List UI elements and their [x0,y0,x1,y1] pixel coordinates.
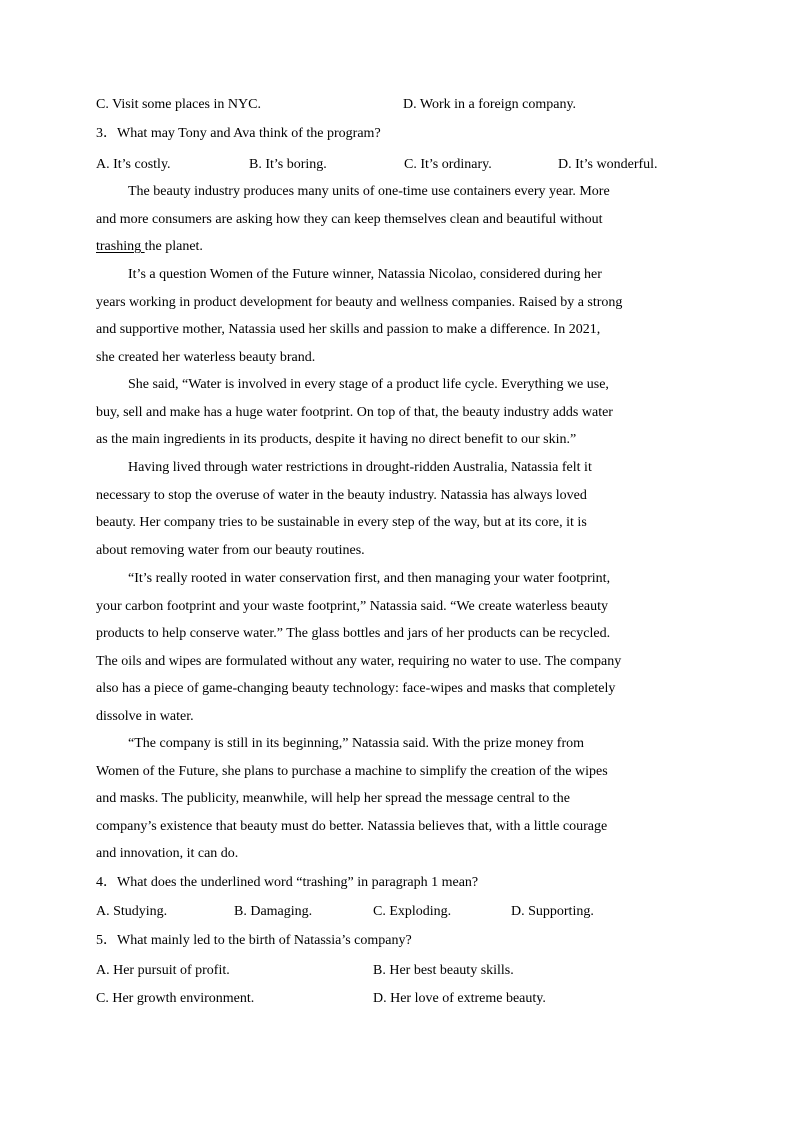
q4-option-d: D. Supporting. [511,904,594,919]
q4-option-b: B. Damaging. [234,904,313,919]
q3-option-d: D. It’s wonderful. [558,157,658,172]
paragraph-line: She said, “Water is involved in every stage of a product life cycle. Everything we use, [128,377,609,392]
paragraph-line: years working in product development for beauty and wellness companies. Raised by a strong [96,294,623,310]
paragraph-line [96,240,696,268]
paragraph-line: also has a piece of game-changing beauty technology: face-wipes and masks that completely [96,681,616,696]
paragraph-line: beauty. Her company tries to be sustainable in every step of the way, but at its core, it is [96,515,587,530]
underlined-word: trashing [96,239,145,254]
q2-option-d: D. Work in a foreign company. [403,97,577,112]
passage-paragraph-3 [96,378,696,461]
q5-option-a: A. Her pursuit of profit. [96,963,230,978]
paragraph-line: dissolve in water. [96,708,194,724]
paragraph-line: Having lived through water restrictions in drought-ridden Australia, Natassia felt it [128,460,592,475]
q5-option-b: B. Her best beauty skills. [373,963,514,978]
paragraph-line: The beauty industry produces many units of one-time use containers every year. More [128,184,610,199]
q5-option-d: D. Her love of extreme beauty. [373,991,546,1006]
q3-stem: 3．What may Tony and Ava think of the program? [96,126,381,141]
paragraph-line: “The company is still in its beginning,” Natassia said. With the prize money from [128,736,585,751]
paragraph-line: as the main ingredients in its products, despite it having no direct benefit to our skin.” [96,432,577,447]
paragraph-line: “It’s really rooted in water conservation first, and then managing your water footprint, [128,571,611,586]
paragraph-line: It’s a question Women of the Future winner, Natassia Nicolao, considered during her [128,267,602,282]
paragraph-line: and innovation, it can do. [96,846,239,861]
passage-paragraph-4 [96,461,696,571]
paragraph-line: company’s existence that beauty must do better. Natassia believes that, with a little courage [96,818,608,834]
q3-option-b: B. It’s boring. [249,157,327,172]
paragraph-line: about removing water from our beauty routines. [96,542,365,558]
q5-option-c: C. Her growth environment. [96,991,255,1006]
q4-option-c: C. Exploding. [373,904,452,919]
paragraph-line: Women of the Future, she plans to purchase a machine to simplify the creation of the wipes [96,763,608,779]
q4-stem: 4．What does the underlined word “trashing” in paragraph 1 mean? [96,875,479,890]
q3-option-a: A. It’s costly. [96,157,171,172]
paragraph-line: and masks. The publicity, meanwhile, will help her spread the message central to the [96,791,570,806]
q5-stem: 5．What mainly led to the birth of Natassia’s company? [96,933,412,948]
passage-paragraph-1 [96,185,696,268]
paragraph-line: she created her waterless beauty brand. [96,349,316,365]
passage-paragraph-2 [96,268,696,378]
paragraph-line: necessary to stop the overuse of water in the beauty industry. Natassia has always loved [96,487,587,503]
paragraph-line: and more consumers are asking how they can keep themselves clean and beautiful without [96,211,603,227]
paragraph-line: products to help conserve water.” The glass bottles and jars of her products can be recycled. [96,626,611,641]
paragraph-line-rest: the planet. [144,239,203,254]
passage-paragraph-5 [96,572,696,737]
q2-option-c: C. Visit some places in NYC. [96,97,261,112]
paragraph-line: and supportive mother, Natassia used her skills and passion to make a difference. In 2021, [96,322,601,337]
q4-option-a: A. Studying. [96,904,168,919]
q3-option-c: C. It’s ordinary. [404,157,492,172]
passage-paragraph-6 [96,737,696,875]
paragraph-line: The oils and wipes are formulated without any water, requiring no water to use. The company [96,653,622,669]
paragraph-line: buy, sell and make has a huge water footprint. On top of that, the beauty industry adds water [96,404,613,420]
paragraph-line: your carbon footprint and your waste footprint,” Natassia said. “We create waterless beauty [96,598,609,614]
